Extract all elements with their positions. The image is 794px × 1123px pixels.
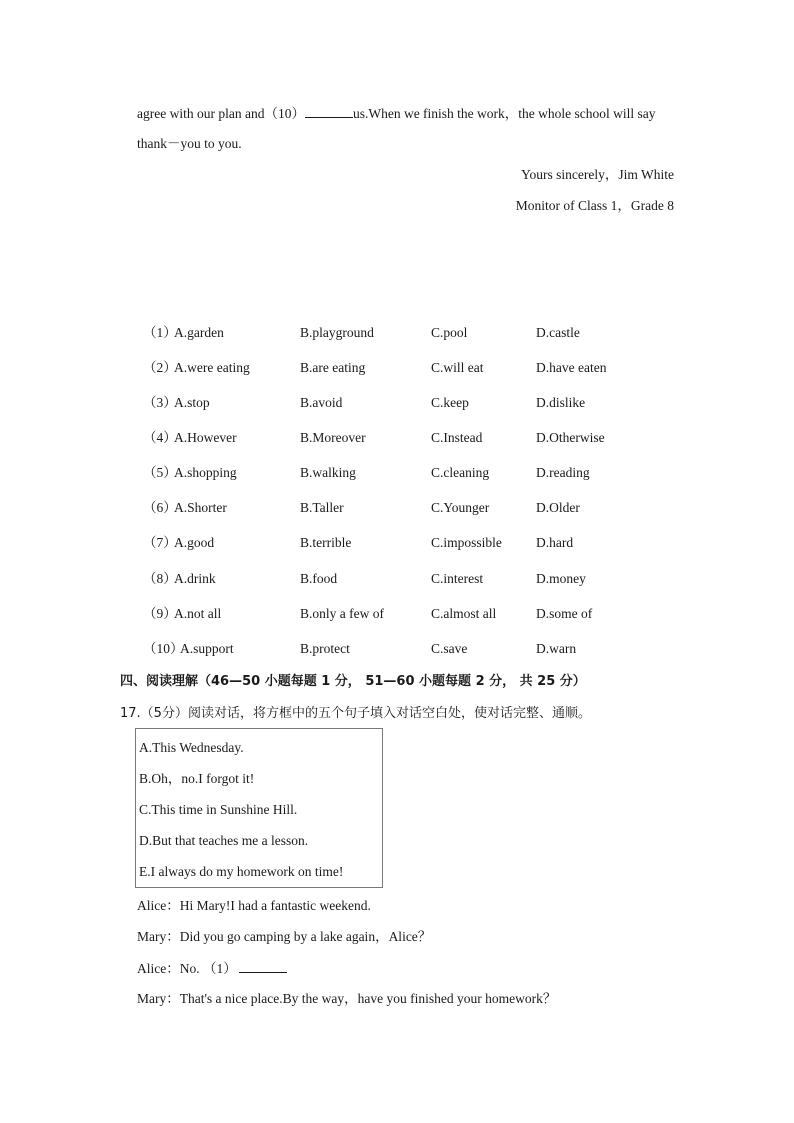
option-c: C.keep: [431, 395, 469, 410]
option-d: D.money: [536, 571, 586, 586]
answer-blank-10: [305, 105, 353, 118]
option-row: [143, 500, 663, 516]
option-c: C.almost all: [431, 606, 497, 621]
dialogue-line: Alice：Hi Mary!I had a fantastic weekend.: [137, 898, 371, 913]
letter-sign-off: Yours sincerely，Jim White: [521, 167, 674, 182]
option-number: （5）: [143, 465, 177, 480]
dialogue-line: Mary：That's a nice place.By the way，have you finished your homework？: [137, 991, 557, 1006]
option-number: （4）: [143, 430, 177, 445]
option-row: [143, 641, 663, 657]
option-d: D.Older: [536, 500, 580, 515]
option-a: A.Shorter: [174, 500, 227, 515]
answer-blank-1: [239, 960, 287, 973]
option-a: A.support: [180, 641, 234, 656]
option-b: B.food: [300, 571, 338, 586]
option-number: （1）: [143, 325, 177, 340]
dialogue-line-text: Alice：No. （1）: [137, 961, 237, 976]
option-a: A.drink: [174, 571, 216, 586]
option-c: C.cleaning: [431, 465, 490, 480]
option-a: A.were eating: [174, 360, 250, 375]
option-d: D.warn: [536, 641, 577, 656]
option-row: [143, 360, 663, 376]
option-a: A.stop: [174, 395, 210, 410]
option-a: A.garden: [174, 325, 224, 340]
option-b: B.terrible: [300, 535, 352, 550]
option-c: C.save: [431, 641, 468, 656]
option-a: A.However: [174, 430, 237, 445]
option-number: （3）: [143, 395, 177, 410]
option-row: [143, 571, 663, 587]
option-b: B.Taller: [300, 500, 344, 515]
question-heading: 17.（5分）阅读对话，将方框中的五个句子填入对话空白处，使对话完整、通顺。: [120, 706, 591, 721]
box-sentence: C.This time in Sunshine Hill.: [139, 802, 298, 817]
option-row: [143, 606, 663, 622]
option-row: [143, 325, 663, 341]
option-c: C.Instead: [431, 430, 483, 445]
option-b: B.protect: [300, 641, 350, 656]
option-a: A.shopping: [174, 465, 237, 480]
letter-line-1: [137, 105, 656, 122]
option-b: B.only a few of: [300, 606, 384, 621]
option-number: （6）: [143, 500, 177, 515]
option-c: C.pool: [431, 325, 468, 340]
box-sentence: B.Oh，no.I forgot it!: [139, 771, 255, 786]
box-sentence: A.This Wednesday.: [139, 740, 244, 755]
option-d: D.reading: [536, 465, 590, 480]
sentence-choice-box: [135, 728, 383, 888]
letter-line-1-after: us.When we finish the work，the whole school will say: [352, 106, 656, 121]
option-a: A.good: [174, 535, 215, 550]
option-row: [143, 430, 663, 446]
option-row: [143, 395, 663, 411]
option-d: D.dislike: [536, 395, 586, 410]
box-sentence: D.But that teaches me a lesson.: [139, 833, 309, 848]
letter-signature-title: Monitor of Class 1，Grade 8: [515, 198, 674, 213]
option-c: C.Younger: [431, 500, 490, 515]
section-heading: 四、阅读理解（46—50 小题每题 1 分， 51—60 小题每题 2 分， 共 25 分）: [120, 674, 586, 689]
option-row: [143, 535, 663, 551]
option-d: D.castle: [536, 325, 580, 340]
dialogue-line: [137, 960, 287, 977]
option-number: （7）: [143, 535, 177, 550]
option-c: C.will eat: [431, 360, 484, 375]
dialogue-line: Mary：Did you go camping by a lake again，Alice？: [137, 929, 432, 944]
option-b: B.walking: [300, 465, 356, 480]
option-b: B.Moreover: [300, 430, 366, 445]
option-a: A.not all: [174, 606, 222, 621]
option-d: D.hard: [536, 535, 574, 550]
option-b: B.are eating: [300, 360, 366, 375]
letter-line-2: thank－you to you.: [137, 136, 242, 151]
option-number: （10）: [143, 641, 184, 656]
option-d: D.some of: [536, 606, 593, 621]
option-b: B.avoid: [300, 395, 343, 410]
option-number: （2）: [143, 360, 177, 375]
option-d: D.Otherwise: [536, 430, 605, 445]
option-d: D.have eaten: [536, 360, 607, 375]
letter-line-1-before: agree with our plan and（10）: [137, 106, 305, 121]
option-row: [143, 465, 663, 481]
box-sentence: E.I always do my homework on time!: [139, 864, 344, 879]
option-c: C.impossible: [431, 535, 502, 550]
option-number: （9）: [143, 606, 177, 621]
option-b: B.playground: [300, 325, 374, 340]
option-number: （8）: [143, 571, 177, 586]
option-c: C.interest: [431, 571, 484, 586]
